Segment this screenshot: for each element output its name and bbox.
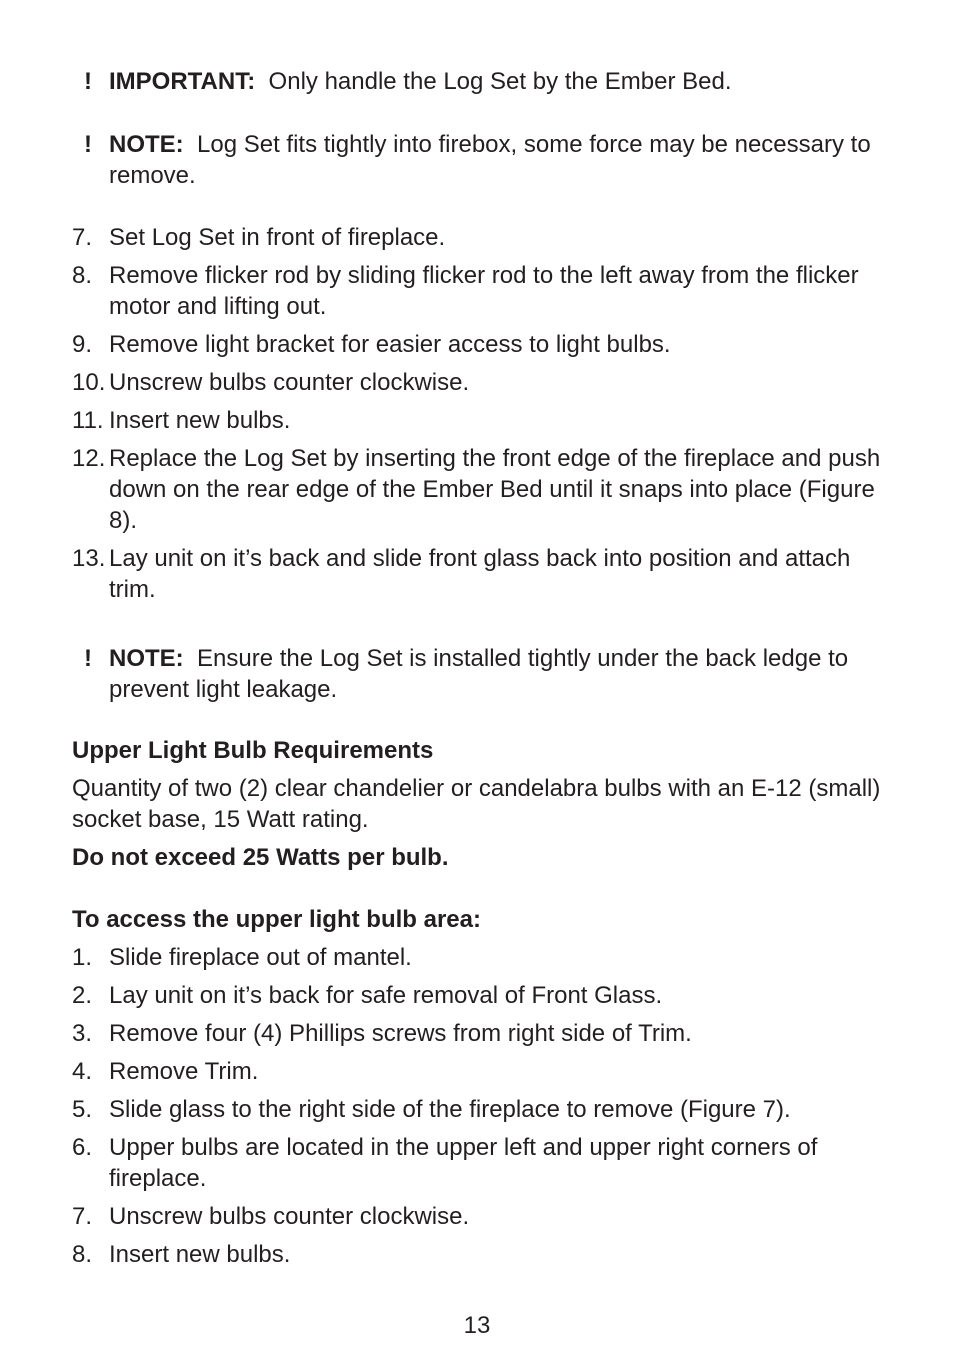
step-number: 11. (72, 407, 104, 434)
step-number: 8. (72, 262, 93, 289)
list-item (72, 1239, 882, 1270)
step-number: 8. (72, 1241, 93, 1268)
list-item (72, 942, 882, 973)
step-number: 9. (72, 331, 93, 358)
list-item (72, 1018, 882, 1049)
step-number: 5. (72, 1096, 93, 1123)
step-text: Replace the Log Set by inserting the front edge of the fireplace and push down on the rear edge of the Ember Bed until it snaps into place (Figure 8). (109, 445, 881, 534)
list-item (72, 1132, 882, 1194)
note-remove-force (72, 129, 882, 198)
step-text: Set Log Set in front of fireplace. (109, 224, 446, 251)
note-text (109, 643, 882, 705)
steps-list-log-set (72, 222, 882, 612)
step-number: 4. (72, 1058, 93, 1085)
important-label: IMPORTANT: (109, 68, 256, 95)
important-note (72, 66, 882, 104)
step-number: 2. (72, 982, 93, 1009)
step-text: Slide fireplace out of mantel. (109, 944, 412, 971)
important-text (109, 66, 882, 97)
list-item (72, 222, 882, 253)
step-text: Lay unit on it’s back for safe removal of Front Glass. (109, 982, 663, 1009)
note-body: Log Set fits tightly into firebox, some force may be necessary to remove. (109, 131, 871, 189)
note-label: NOTE: (109, 645, 184, 672)
step-text: Remove light bracket for easier access to light bulbs. (109, 331, 671, 358)
exclamation-icon: ! (84, 131, 92, 158)
bulb-requirements-section (72, 735, 882, 873)
section-heading: To access the upper light bulb area: (72, 906, 481, 933)
list-item (72, 1201, 882, 1232)
step-text: Insert new bulbs. (109, 1241, 291, 1268)
note-body: Ensure the Log Set is installed tightly under the back ledge to prevent light leakage. (109, 645, 849, 703)
exclamation-icon: ! (84, 645, 92, 672)
list-item (72, 1056, 882, 1087)
step-number: 6. (72, 1134, 93, 1161)
list-item (72, 405, 882, 436)
exclamation-icon: ! (84, 68, 92, 95)
step-number: 7. (72, 224, 93, 251)
step-number: 12. (72, 445, 106, 472)
note-text (109, 129, 882, 191)
list-item (72, 543, 882, 605)
list-item (72, 443, 882, 536)
step-text: Slide glass to the right side of the fireplace to remove (Figure 7). (109, 1096, 791, 1123)
step-number: 10. (72, 369, 106, 396)
step-text: Unscrew bulbs counter clockwise. (109, 1203, 470, 1230)
list-item (72, 1094, 882, 1125)
step-text: Lay unit on it’s back and slide front glass back into position and attach trim. (109, 545, 851, 603)
requirements-body: Quantity of two (2) clear chandelier or candelabra bulbs with an E-12 (small) socket base, 15 Watt rating. (72, 775, 881, 833)
step-number: 3. (72, 1020, 93, 1047)
step-text: Upper bulbs are located in the upper left and upper right corners of fireplace. (109, 1134, 818, 1192)
step-number: 13. (72, 545, 106, 572)
list-item (72, 329, 882, 360)
step-text: Remove flicker rod by sliding flicker rod to the left away from the flicker motor and lifting out. (109, 262, 859, 320)
wattage-warning: Do not exceed 25 Watts per bulb. (72, 844, 449, 871)
note-light-leakage (72, 643, 882, 712)
list-item (72, 980, 882, 1011)
list-item (72, 260, 882, 322)
step-number: 1. (72, 944, 93, 971)
step-text: Remove four (4) Phillips screws from right side of Trim. (109, 1020, 692, 1047)
step-number: 7. (72, 1203, 93, 1230)
page-number: 13 (463, 1312, 491, 1339)
list-item (72, 367, 882, 398)
section-heading: Upper Light Bulb Requirements (72, 737, 434, 764)
step-text: Insert new bulbs. (109, 407, 291, 434)
step-text: Remove Trim. (109, 1058, 259, 1085)
access-section (72, 904, 882, 1277)
note-label: NOTE: (109, 131, 184, 158)
important-body: Only handle the Log Set by the Ember Bed. (268, 68, 732, 95)
step-text: Unscrew bulbs counter clockwise. (109, 369, 470, 396)
